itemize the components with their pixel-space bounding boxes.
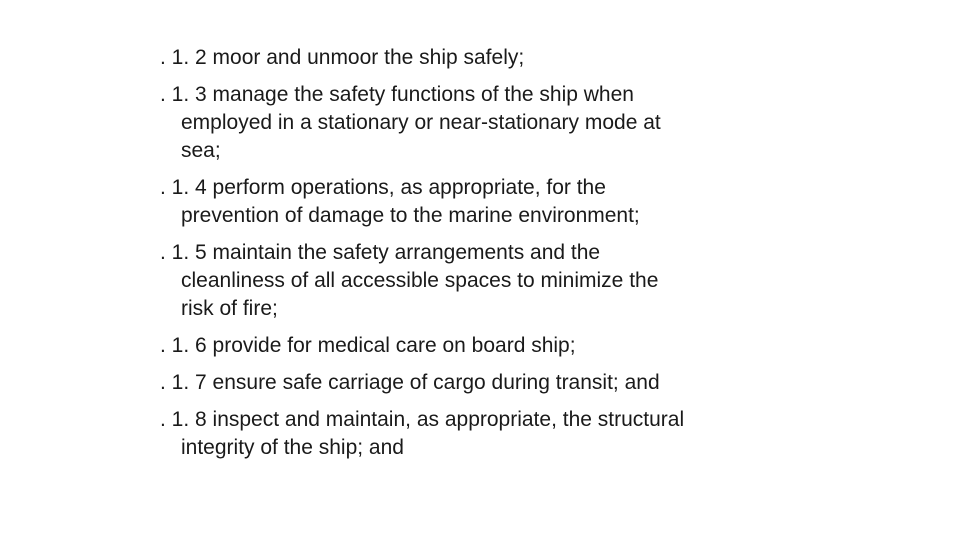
list-item-1-2: . 1. 2 moor and unmoor the ship safely; bbox=[160, 46, 525, 69]
slide-body-text bbox=[160, 44, 820, 471]
list-item-1-5: . 1. 5 maintain the safety arrangements and the cleanliness of all accessible spaces to minimize the risk of fire; bbox=[160, 241, 659, 320]
list-item-1-6: . 1. 6 provide for medical care on board ship; bbox=[160, 334, 576, 357]
list-item-1-7: . 1. 7 ensure safe carriage of cargo during transit; and bbox=[160, 371, 660, 394]
list-item-1-3: . 1. 3 manage the safety functions of the ship when employed in a stationary or near-stationary mode at sea; bbox=[160, 83, 661, 162]
list-item-1-8: . 1. 8 inspect and maintain, as appropriate, the structural integrity of the ship; and bbox=[160, 408, 685, 459]
list-item-1-4: . 1. 4 perform operations, as appropriate, for the prevention of damage to the marine environment; bbox=[160, 176, 640, 227]
